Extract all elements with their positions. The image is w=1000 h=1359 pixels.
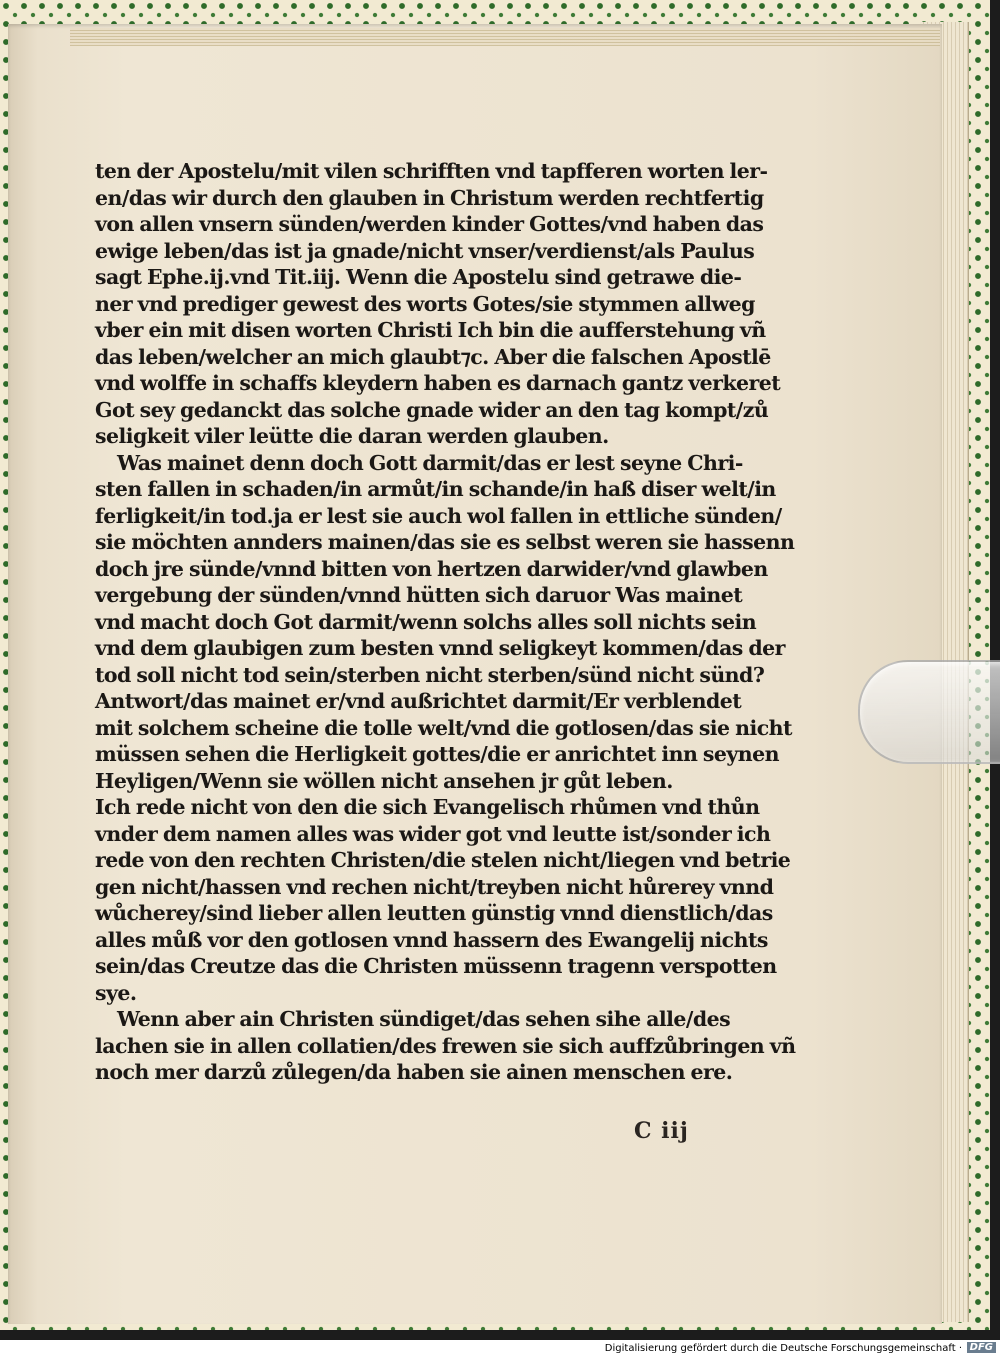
footer-bar: [0, 1340, 1000, 1359]
text-line: vnd wolffe in schaffs kleydern haben es darnach gantz verkeret: [95, 371, 781, 395]
text-line: en/das wir durch den glauben in Christum werden rechtfertig: [95, 185, 764, 210]
text-line: ten der Apostelu/mit vilen schrifften vnd tapfferen worten ler-: [95, 159, 768, 183]
text-line: tod soll nicht tod sein/sterben nicht sterben/sünd nicht sünd?: [95, 662, 765, 687]
text-line: sten fallen in schaden/in armůt/in schande/in haß diser welt/in: [95, 477, 776, 501]
text-line: vber ein mit disen worten Christi Ich bin die aufferstehung vñ: [95, 318, 766, 342]
dfg-logo: DFG: [967, 1342, 996, 1353]
text-line: vnd macht doch Got darmit/wenn solchs alles soll nichts sein: [95, 609, 757, 634]
text-line: gen nicht/hassen vnd rechen nicht/treyben nicht hůrerey vnnd: [95, 874, 774, 899]
paragraph-start-line: Wenn aber ain Christen sündiget/das sehen sihe alle/des: [117, 1007, 731, 1031]
text-line: sein/das Creutze das die Christen müssenn tragenn verspotten: [95, 954, 777, 978]
page-top-edge: [70, 28, 940, 46]
text-line: doch jre sünde/vnnd bitten von hertzen darwider/vnd glawben: [95, 556, 768, 581]
text-line: Heyligen/Wenn sie wöllen nicht ansehen jr gůt leben.: [95, 768, 673, 793]
text-line: Got sey gedanckt das solche gnade wider an den tag kompt/zů: [95, 397, 769, 422]
paragraph-start-line: Was mainet denn doch Gott darmit/das er lest seyne Chri-: [117, 450, 743, 475]
text-line: Antwort/das mainet er/vnd außrichtet darmit/Er verblendet: [95, 689, 742, 713]
text-line: vnder dem namen alles was wider got vnd leutte ist/sonder ich: [95, 821, 771, 846]
text-line: ferligkeit/in tod.ja er lest sie auch wol fallen in ettliche sünden/: [95, 503, 782, 528]
text-line: ner vnd prediger gewest des worts Gotes/sie stymmen allweg: [95, 291, 755, 316]
text-line: alles můß vor den gotlosen vnnd hassern des Ewangelij nichts: [95, 927, 768, 952]
text-line: ewige leben/das ist ja gnade/nicht vnser/verdienst/als Paulus: [95, 238, 755, 263]
page-clip: [858, 660, 1000, 764]
text-line: sye.: [95, 980, 137, 1005]
text-line: das leben/welcher an mich glaubt⁊c. Aber die falschen Apostlē: [95, 344, 771, 369]
text-line: sie möchten annders mainen/das sie es selbst weren sie hassenn: [95, 530, 795, 554]
funding-credit: Digitalisierung gefördert durch die Deutsche Forschungsgemeinschaft ·: [604, 1343, 962, 1354]
text-line: wůcherey/sind lieber allen leutten günstig vnnd dienstlich/das: [95, 901, 773, 925]
paragraph-start-line: Ich rede nicht von den die sich Evangelisch rhůmen vnd thůn: [95, 795, 760, 819]
text-line: vergebung der sünden/vnnd hütten sich daruor Was mainet: [95, 583, 743, 607]
text-line: seligkeit viler leütte die daran werden glauben.: [95, 424, 609, 448]
page-text: [95, 158, 796, 1086]
text-line: rede von den rechten Christen/die stelen nicht/liegen vnd betrie: [95, 848, 791, 872]
text-line: noch mer darzů zůlegen/da haben sie ainen menschen ere.: [95, 1060, 733, 1084]
text-line: lachen sie in allen collatien/des frewen sie sich auffzůbringen vñ: [95, 1033, 796, 1058]
text-line: sagt Ephe.ij.vnd Tit.iij. Wenn die Apostelu sind getrawe die-: [95, 265, 742, 289]
text-line: von allen vnsern sünden/werden kinder Gottes/vnd haben das: [95, 212, 764, 236]
text-line: müssen sehen die Herligkeit gottes/die er anrichtet inn seynen: [95, 742, 779, 766]
text-line: mit solchem scheine die tolle welt/vnd die gotlosen/das sie nicht: [95, 715, 792, 740]
text-line: vnd dem glaubigen zum besten vnnd seligkeyt kommen/das der: [95, 636, 785, 660]
signature-mark: C iij: [634, 1118, 689, 1144]
